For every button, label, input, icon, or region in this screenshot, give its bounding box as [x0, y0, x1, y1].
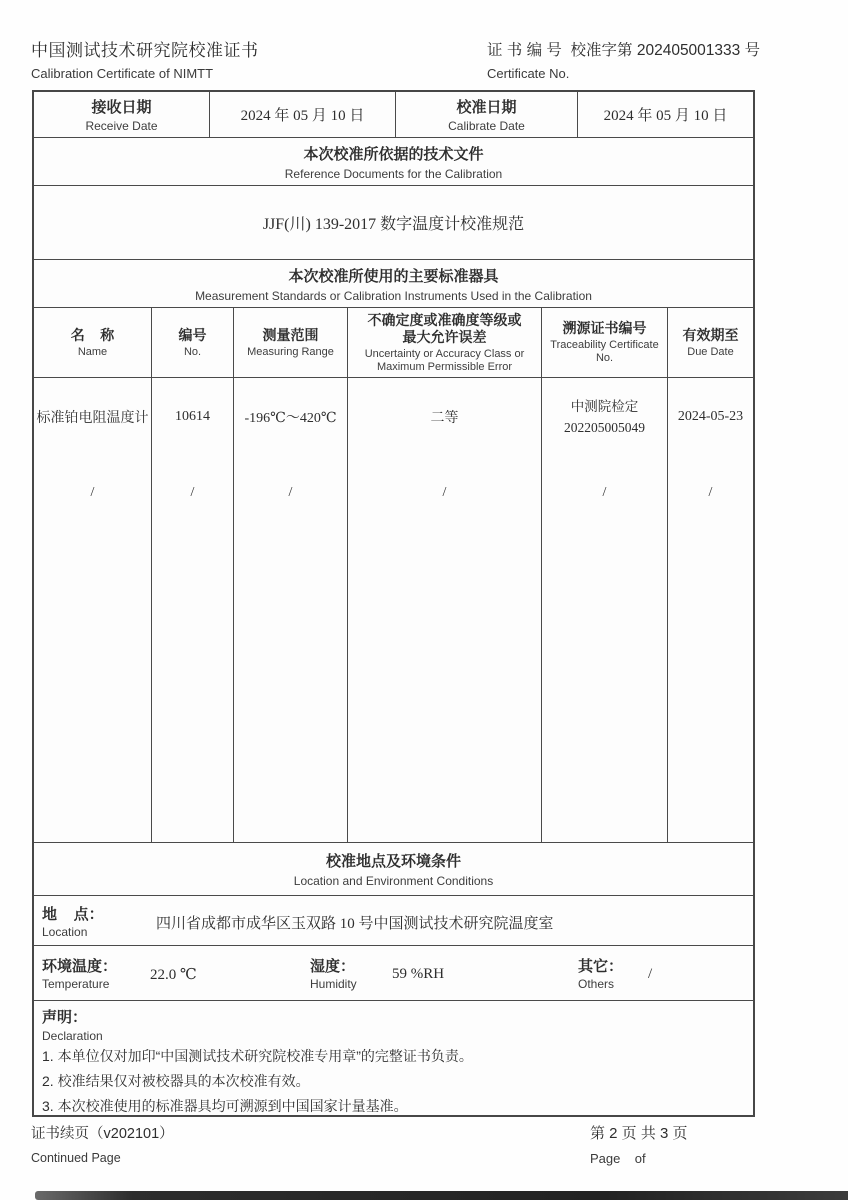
certificate-number-zh: 证 书 编 号 校准字第 202405001333 号	[487, 42, 761, 59]
column-header-uncertainty	[347, 308, 541, 377]
declaration-section	[34, 1000, 753, 1115]
footer-page-zh: 第 2 页 共 3 页	[590, 1125, 688, 1142]
column-due-zh: 有效期至	[682, 326, 739, 343]
humidity-label-zh: 湿度：	[310, 958, 356, 975]
instrument-trace-number: 202205005049	[564, 420, 645, 435]
instrument-due-date: 2024-05-23	[677, 409, 744, 424]
instrument-trace-issuer: 中测院检定	[570, 399, 639, 414]
column-header-due	[667, 308, 753, 377]
reference-document: JJF(川) 139-2017 数字温度计校准规范	[262, 216, 525, 233]
location-row	[34, 895, 753, 945]
standards-section-header	[34, 259, 753, 307]
data-column-name	[34, 378, 151, 842]
instrument-name: 标准铂电阻温度计	[36, 409, 149, 425]
temperature-group	[42, 955, 262, 991]
humidity-label-en: Humidity	[310, 977, 357, 991]
data-column-due	[667, 378, 753, 842]
column-range-zh: 测量范围	[262, 326, 319, 343]
reference-header-zh: 本次校准所依据的技术文件	[303, 145, 484, 163]
standards-header-en: Measurement Standards or Calibration Instruments Used in the Calibration	[195, 288, 592, 303]
receive-date-label-en: Receive Date	[85, 119, 158, 133]
environment-row	[34, 945, 753, 1000]
data-column-range	[233, 378, 347, 842]
footer-continued-en: Continued Page	[31, 1151, 121, 1165]
standards-column-header-row	[34, 307, 753, 377]
data-column-traceability	[541, 378, 667, 842]
calibrate-date-label-zh: 校准日期	[456, 99, 517, 116]
location-label-zh: 地 点：	[42, 905, 104, 923]
reference-content-row	[34, 185, 753, 259]
column-due-en: Due Date	[687, 345, 734, 358]
location-header-en: Location and Environment Conditions	[293, 874, 494, 888]
others-value: /	[648, 965, 653, 982]
column-header-traceability	[541, 308, 667, 377]
document-title-en: Calibration Certificate of NIMTT	[31, 66, 214, 81]
column-name-zh: 名 称	[70, 326, 115, 343]
instrument-no: 10614	[175, 409, 210, 424]
receive-date-value-cell	[209, 92, 395, 137]
reference-section-header	[34, 137, 753, 185]
others-group	[578, 955, 652, 991]
scan-edge-bar	[35, 1191, 848, 1200]
column-uncertainty-en: Uncertainty or Accuracy Class or Maximum Permissible Error	[364, 347, 525, 373]
instrument2-no: /	[190, 485, 195, 500]
data-column-no	[151, 378, 233, 842]
data-column-uncertainty	[347, 378, 541, 842]
certificate-number-en: Certificate No.	[487, 66, 570, 81]
others-label-en: Others	[578, 977, 615, 991]
location-header-zh: 校准地点及环境条件	[325, 853, 461, 870]
instrument2-trace: /	[602, 485, 607, 500]
dates-row	[34, 92, 753, 137]
instrument2-range: /	[288, 485, 293, 500]
standards-data-region	[34, 377, 753, 842]
reference-header-en: Reference Documents for the Calibration	[284, 166, 503, 181]
temperature-label	[42, 955, 142, 991]
humidity-value: 59 %RH	[392, 965, 445, 982]
column-uncertainty-zh2: 最大允许误差	[402, 328, 487, 345]
calibrate-date-value-cell	[577, 92, 753, 137]
footer-continued-page	[31, 1122, 174, 1165]
location-label	[42, 903, 148, 939]
instrument2-name: /	[90, 485, 95, 500]
others-label	[578, 955, 636, 991]
footer-page-number	[590, 1122, 688, 1166]
standards-header-zh: 本次校准所使用的主要标准器具	[288, 267, 499, 285]
column-name-en: Name	[77, 345, 108, 358]
column-no-en: No.	[183, 345, 202, 358]
instrument-accuracy: 二等	[430, 409, 459, 425]
column-header-range	[233, 308, 347, 377]
temperature-value: 22.0 ℃	[150, 966, 197, 983]
declaration-item-2: 2. 校准结果仅对被校器具的本次校准有效。	[42, 1073, 310, 1089]
receive-date-label-zh: 接收日期	[91, 99, 152, 116]
declaration-item-1: 1. 本单位仅对加印“中国测试技术研究院校准专用章”的完整证书负责。	[42, 1048, 473, 1064]
calibrate-date-label-en: Calibrate Date	[448, 119, 525, 133]
column-header-no	[151, 308, 233, 377]
location-section-header	[34, 842, 753, 895]
humidity-label	[310, 955, 382, 991]
column-no-zh: 编号	[178, 326, 207, 343]
others-label-zh: 其它：	[578, 958, 624, 975]
certificate-number-block	[487, 38, 760, 81]
location-value: 四川省成都市成华区玉双路 10 号中国测试技术研究院温度室	[156, 916, 554, 932]
declaration-label-en: Declaration	[42, 1029, 103, 1043]
humidity-group	[310, 955, 492, 991]
column-header-name	[34, 308, 151, 377]
footer-page-en: Page of	[590, 1151, 646, 1166]
declaration-label-zh: 声明：	[42, 1009, 88, 1026]
document-title-zh: 中国测试技术研究院校准证书	[31, 41, 259, 60]
instrument2-accuracy: /	[442, 485, 447, 500]
instrument2-due: /	[708, 485, 713, 500]
location-label-en: Location	[42, 924, 88, 939]
column-traceability-en: Traceability Certificate No.	[550, 339, 659, 364]
temperature-label-zh: 环境温度：	[42, 958, 118, 975]
declaration-item-3: 3. 本次校准使用的标准器具均可溯源到中国国家计量基准。	[42, 1098, 408, 1114]
certificate-table	[32, 90, 755, 1117]
instrument-range: -196℃～420℃	[244, 411, 337, 426]
column-range-en: Measuring Range	[247, 345, 334, 358]
calibrate-date-label-cell	[395, 92, 577, 137]
temperature-label-en: Temperature	[42, 977, 110, 991]
column-uncertainty-zh1: 不确定度或准确度等级或	[367, 311, 522, 328]
receive-date-label-cell	[34, 92, 209, 137]
calibrate-date-value: 2024 年 05 月 10 日	[603, 108, 728, 124]
footer-continued-zh: 证书续页（v202101）	[31, 1126, 174, 1142]
receive-date-value: 2024 年 05 月 10 日	[240, 108, 365, 124]
document-title-block	[31, 36, 259, 81]
column-traceability-zh: 溯源证书编号	[562, 320, 647, 336]
